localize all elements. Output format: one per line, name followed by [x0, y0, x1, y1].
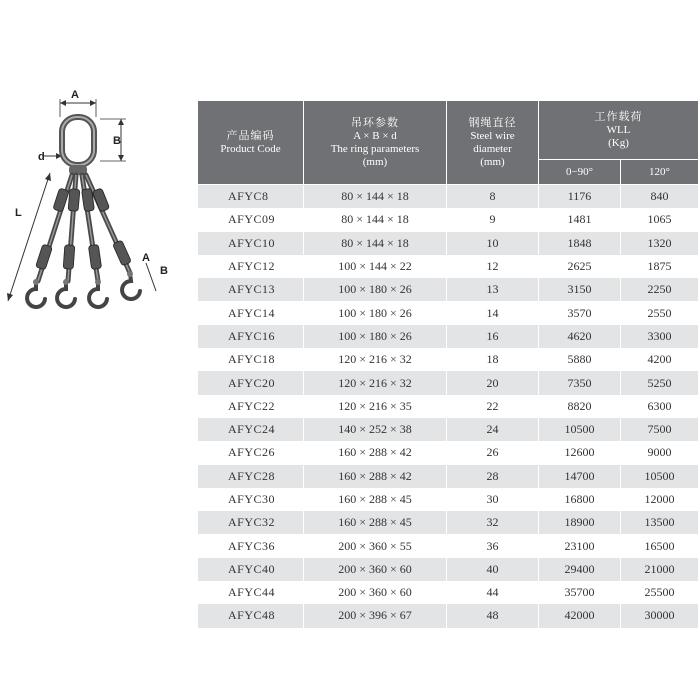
cell-ring: 160 × 288 × 45 — [304, 488, 447, 511]
cell-code: AFYC20 — [198, 371, 304, 394]
cell-wire: 18 — [447, 348, 539, 371]
cell-ring: 100 × 180 × 26 — [304, 301, 447, 324]
cell-ring: 100 × 180 × 26 — [304, 325, 447, 348]
table-row — [198, 208, 699, 231]
cell-wll-120: 3300 — [621, 325, 699, 348]
sling-diagram — [0, 85, 196, 325]
cell-wire: 22 — [447, 395, 539, 418]
table-row — [198, 232, 699, 255]
cell-wll-120: 6300 — [621, 395, 699, 418]
header-angle-0-90: 0−90° — [539, 160, 621, 185]
cell-wll-120: 16500 — [621, 534, 699, 557]
dim-label-d: d — [38, 151, 45, 163]
header-wire-zh: 钢绳直径 — [468, 116, 517, 129]
cell-wll-0-90: 2625 — [539, 255, 621, 278]
cell-wll-120: 5250 — [621, 371, 699, 394]
table-row — [198, 511, 699, 534]
dim-label-b2: B — [160, 265, 168, 277]
header-ring-en: The ring parameters — [330, 142, 420, 155]
cell-code: AFYC14 — [198, 301, 304, 324]
cell-wire: 12 — [447, 255, 539, 278]
cell-wll-0-90: 16800 — [539, 488, 621, 511]
cell-ring: 100 × 144 × 22 — [304, 255, 447, 278]
cell-wll-0-90: 3150 — [539, 278, 621, 301]
cell-wll-120: 2550 — [621, 301, 699, 324]
cell-wll-120: 25500 — [621, 581, 699, 604]
header-wire-en2: diameter — [473, 142, 512, 155]
cell-wll-0-90: 1481 — [539, 208, 621, 231]
header-ring-unit: (mm) — [362, 155, 388, 168]
cell-code: AFYC44 — [198, 581, 304, 604]
cell-wire: 24 — [447, 418, 539, 441]
cell-wll-0-90: 3570 — [539, 301, 621, 324]
cell-wll-120: 30000 — [621, 604, 699, 627]
header-wll-en: WLL — [606, 123, 631, 136]
cell-wll-0-90: 35700 — [539, 581, 621, 604]
header-product-code — [198, 101, 304, 185]
master-ring — [62, 117, 94, 165]
table-row — [198, 348, 699, 371]
cell-wll-0-90: 12600 — [539, 441, 621, 464]
header-wire-en1: Steel wire — [470, 129, 515, 142]
cell-wire: 14 — [447, 301, 539, 324]
table-row — [198, 255, 699, 278]
header-wire-diameter — [447, 101, 539, 185]
table-row — [198, 558, 699, 581]
cell-wire: 26 — [447, 441, 539, 464]
cell-ring: 120 × 216 × 35 — [304, 395, 447, 418]
cell-code: AFYC16 — [198, 325, 304, 348]
cell-wll-120: 9000 — [621, 441, 699, 464]
cell-wll-120: 1875 — [621, 255, 699, 278]
cell-wire: 30 — [447, 488, 539, 511]
cell-wll-0-90: 1848 — [539, 232, 621, 255]
cell-code: AFYC12 — [198, 255, 304, 278]
cell-ring: 160 × 288 × 45 — [304, 511, 447, 534]
cell-code: AFYC48 — [198, 604, 304, 627]
cell-wll-120: 21000 — [621, 558, 699, 581]
cell-ring: 80 × 144 × 18 — [304, 232, 447, 255]
cell-wire: 16 — [447, 325, 539, 348]
table-row — [198, 371, 699, 394]
table-row — [198, 581, 699, 604]
cell-wll-0-90: 14700 — [539, 465, 621, 488]
cell-ring: 140 × 252 × 38 — [304, 418, 447, 441]
cell-code: AFYC30 — [198, 488, 304, 511]
cell-wll-120: 10500 — [621, 465, 699, 488]
header-ring-dims: A × B × d — [353, 129, 397, 142]
cell-wire: 10 — [447, 232, 539, 255]
cell-ring: 160 × 288 × 42 — [304, 465, 447, 488]
table-row — [198, 325, 699, 348]
table-row — [198, 488, 699, 511]
hooks — [27, 273, 140, 307]
cell-wll-0-90: 18900 — [539, 511, 621, 534]
cell-wll-120: 12000 — [621, 488, 699, 511]
dim-label-b: B — [113, 135, 121, 147]
cell-wll-0-90: 8820 — [539, 395, 621, 418]
cell-wll-120: 2250 — [621, 278, 699, 301]
cell-code: AFYC10 — [198, 232, 304, 255]
cell-wll-120: 840 — [621, 185, 699, 209]
cell-code: AFYC28 — [198, 465, 304, 488]
table-row — [198, 465, 699, 488]
cell-ring: 80 × 144 × 18 — [304, 185, 447, 209]
cell-wire: 20 — [447, 371, 539, 394]
cell-code: AFYC22 — [198, 395, 304, 418]
header-product-zh: 产品编码 — [226, 129, 275, 142]
cell-wll-0-90: 10500 — [539, 418, 621, 441]
cell-code: AFYC18 — [198, 348, 304, 371]
cell-wire: 13 — [447, 278, 539, 301]
cell-wire: 28 — [447, 465, 539, 488]
cell-wll-120: 13500 — [621, 511, 699, 534]
header-wll-zh: 工作载荷 — [594, 110, 643, 123]
cell-wire: 40 — [447, 558, 539, 581]
cell-code: AFYC24 — [198, 418, 304, 441]
header-ring-zh: 吊环参数 — [351, 116, 399, 129]
cell-code: AFYC32 — [198, 511, 304, 534]
cell-code: AFYC13 — [198, 278, 304, 301]
cell-wll-120: 1065 — [621, 208, 699, 231]
cell-ring: 120 × 216 × 32 — [304, 371, 447, 394]
cell-wll-120: 4200 — [621, 348, 699, 371]
header-angle-120: 120° — [621, 160, 699, 185]
cell-wire: 32 — [447, 511, 539, 534]
cell-code: AFYC26 — [198, 441, 304, 464]
table-row — [198, 185, 699, 209]
cell-code: AFYC09 — [198, 208, 304, 231]
spec-table — [197, 100, 699, 628]
dim-label-a: A — [71, 89, 79, 101]
table-row — [198, 278, 699, 301]
cell-ring: 160 × 288 × 42 — [304, 441, 447, 464]
cell-wll-0-90: 4620 — [539, 325, 621, 348]
table-row — [198, 418, 699, 441]
dim-label-l: L — [15, 207, 22, 219]
header-wll — [539, 101, 699, 160]
table-row — [198, 301, 699, 324]
cell-wire: 44 — [447, 581, 539, 604]
cell-wll-120: 1320 — [621, 232, 699, 255]
cell-code: AFYC8 — [198, 185, 304, 209]
cell-wll-0-90: 29400 — [539, 558, 621, 581]
cell-wll-0-90: 7350 — [539, 371, 621, 394]
header-ring-params — [304, 101, 447, 185]
dim-label-a2: A — [142, 252, 150, 264]
cell-ring: 100 × 180 × 26 — [304, 278, 447, 301]
cell-wire: 8 — [447, 185, 539, 209]
cell-wll-0-90: 42000 — [539, 604, 621, 627]
table-row — [198, 441, 699, 464]
cell-ring: 200 × 360 × 55 — [304, 534, 447, 557]
cell-code: AFYC36 — [198, 534, 304, 557]
cell-wire: 36 — [447, 534, 539, 557]
cell-code: AFYC40 — [198, 558, 304, 581]
header-wll-unit: (Kg) — [608, 136, 629, 149]
cell-wire: 9 — [447, 208, 539, 231]
cell-wll-0-90: 5880 — [539, 348, 621, 371]
cell-wll-0-90: 23100 — [539, 534, 621, 557]
header-wire-unit: (mm) — [480, 155, 505, 168]
table-row — [198, 534, 699, 557]
cell-wire: 48 — [447, 604, 539, 627]
cell-ring: 120 × 216 × 32 — [304, 348, 447, 371]
cell-ring: 80 × 144 × 18 — [304, 208, 447, 231]
table-row — [198, 604, 699, 627]
cell-ring: 200 × 396 × 67 — [304, 604, 447, 627]
cell-wll-120: 7500 — [621, 418, 699, 441]
table-row — [198, 395, 699, 418]
cell-wll-0-90: 1176 — [539, 185, 621, 209]
cell-ring: 200 × 360 × 60 — [304, 558, 447, 581]
cell-ring: 200 × 360 × 60 — [304, 581, 447, 604]
header-product-en: Product Code — [220, 142, 281, 155]
